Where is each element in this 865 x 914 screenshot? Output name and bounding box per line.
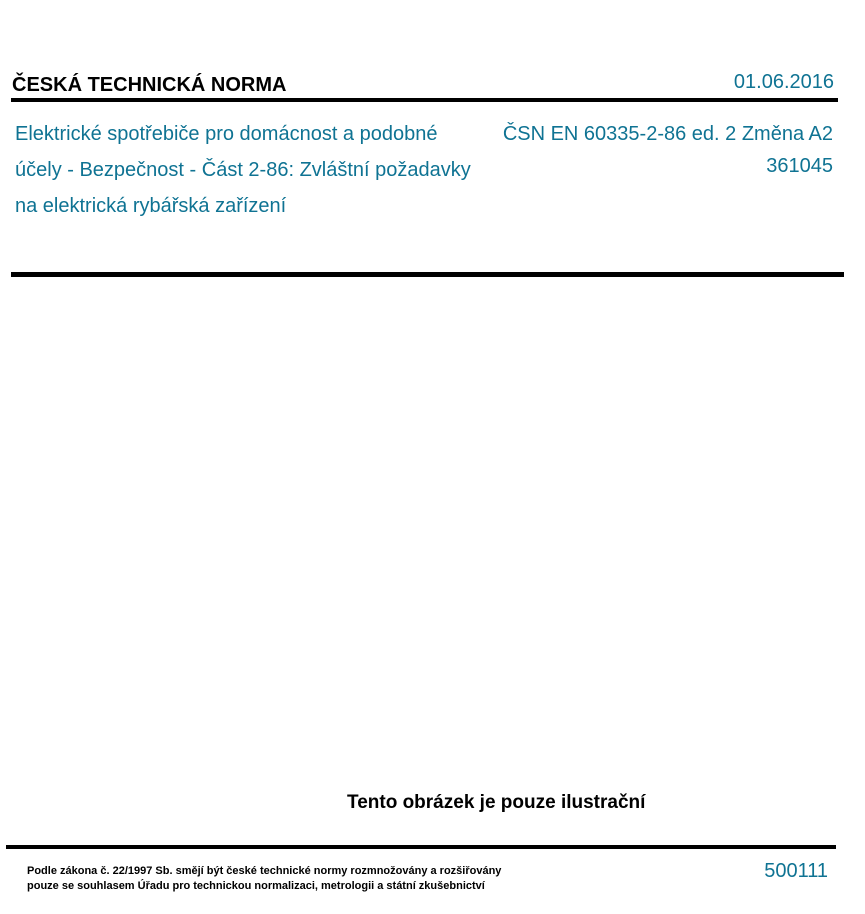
standard-title-line-1: Elektrické spotřebiče pro domácnost a podobné	[15, 123, 438, 145]
classification-number: 361045	[766, 155, 833, 177]
order-number: 500111	[764, 860, 828, 882]
standard-title	[15, 116, 485, 224]
standard-title-line-3: na elektrická rybářská zařízení	[15, 195, 287, 217]
divider-middle	[11, 272, 844, 277]
divider-top	[11, 98, 838, 102]
legal-notice	[27, 864, 501, 894]
standard-title-line-2: účely - Bezpečnost - Část 2-86: Zvláštní požadavky	[15, 159, 471, 181]
legal-notice-line-1: Podle zákona č. 22/1997 Sb. smějí být české technické normy rozmnožovány a rozšiřovány	[27, 865, 502, 877]
legal-notice-line-2: pouze se souhlasem Úřadu pro technickou normalizaci, metrologii a státní zkušebnictví	[27, 880, 485, 892]
norm-heading: ČESKÁ TECHNICKÁ NORMA	[12, 74, 287, 96]
standard-code: ČSN EN 60335-2-86 ed. 2 Změna A2	[502, 123, 833, 145]
divider-bottom	[6, 845, 836, 849]
publication-date: 01.06.2016	[733, 71, 834, 93]
illustration-note: Tento obrázek je pouze ilustrační	[347, 792, 646, 813]
